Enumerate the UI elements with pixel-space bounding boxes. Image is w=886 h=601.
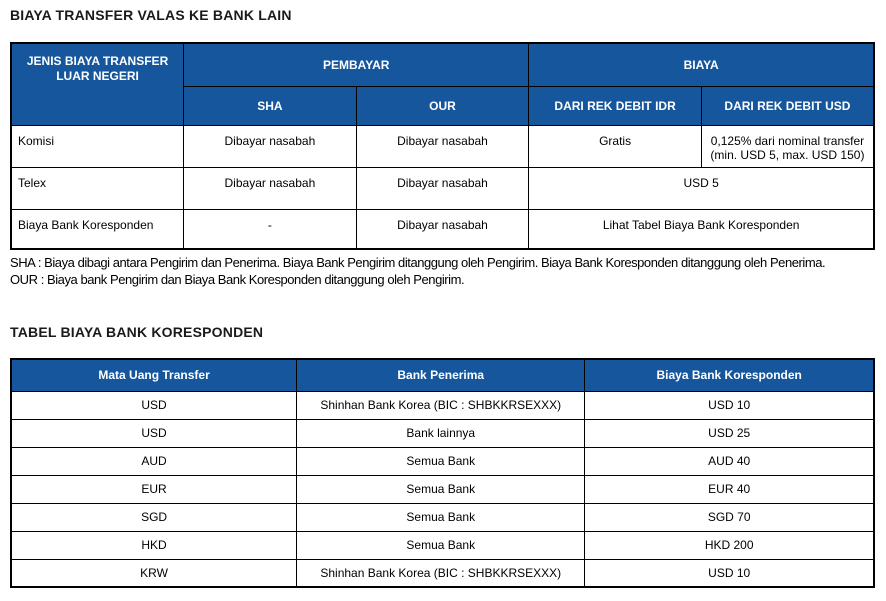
column-header-dari-rek-debit-idr: DARI REK DEBIT IDR [529, 86, 702, 125]
table-cell-sha: Dibayar nasabah [184, 167, 357, 209]
table-cell-usd: 0,125% dari nominal transfer (min. USD 5, max. USD 150) [701, 125, 874, 167]
column-header-mata-uang-transfer: Mata Uang Transfer [11, 359, 297, 391]
fees-table [10, 42, 875, 250]
column-group-header-pembayar: PEMBAYAR [184, 43, 529, 86]
table-cell-fee: USD 10 [585, 391, 874, 419]
section-title-transfer-fees: BIAYA TRANSFER VALAS KE BANK LAIN [10, 7, 292, 23]
table-row [11, 503, 874, 531]
table-cell-currency: EUR [11, 475, 297, 503]
table-cell-fee: EUR 40 [585, 475, 874, 503]
table-cell-sha: Dibayar nasabah [184, 125, 357, 167]
table-cell-fee-type: Biaya Bank Koresponden [11, 209, 184, 249]
table-cell-currency: USD [11, 419, 297, 447]
footnote-sha: SHA : Biaya dibagi antara Pengirim dan Penerima. Biaya Bank Pengirim ditanggung oleh Pengirim. Biaya Bank Koresponden ditanggung oleh Penerima. [10, 255, 826, 270]
table-cell-bank: Semua Bank [297, 503, 585, 531]
correspondent-header-row [11, 359, 874, 391]
table-row [11, 559, 874, 587]
table-cell-biaya-merged: Lihat Tabel Biaya Bank Koresponden [529, 209, 874, 249]
table-row [11, 209, 874, 249]
column-header-jenis-biaya: JENIS BIAYA TRANSFER LUAR NEGERI [11, 43, 184, 125]
table-row [11, 419, 874, 447]
table-cell-idr: Gratis [529, 125, 702, 167]
column-header-sha: SHA [184, 86, 357, 125]
table-cell-fee: SGD 70 [585, 503, 874, 531]
table-cell-currency: SGD [11, 503, 297, 531]
table-cell-our: Dibayar nasabah [356, 125, 529, 167]
table-row [11, 447, 874, 475]
table-cell-fee: AUD 40 [585, 447, 874, 475]
table-cell-sha: - [184, 209, 357, 249]
table-row [11, 125, 874, 167]
column-header-our: OUR [356, 86, 529, 125]
table-cell-fee: USD 10 [585, 559, 874, 587]
column-group-header-biaya: BIAYA [529, 43, 874, 86]
table-cell-bank: Bank lainnya [297, 419, 585, 447]
table-row [11, 531, 874, 559]
table-cell-bank: Shinhan Bank Korea (BIC : SHBKKRSEXXX) [297, 559, 585, 587]
table-cell-fee-type: Telex [11, 167, 184, 209]
footnote-our: OUR : Biaya bank Pengirim dan Biaya Bank Koresponden ditanggung oleh Pengirim. [10, 272, 465, 287]
table-row [11, 391, 874, 419]
table-cell-currency: HKD [11, 531, 297, 559]
table-cell-bank: Semua Bank [297, 447, 585, 475]
table-cell-fee-type: Komisi [11, 125, 184, 167]
table-cell-fee: HKD 200 [585, 531, 874, 559]
column-header-biaya-bank-koresponden: Biaya Bank Koresponden [585, 359, 874, 391]
table-cell-bank: Shinhan Bank Korea (BIC : SHBKKRSEXXX) [297, 391, 585, 419]
table-row [11, 475, 874, 503]
table-cell-bank: Semua Bank [297, 475, 585, 503]
table-cell-currency: USD [11, 391, 297, 419]
table-cell-fee: USD 25 [585, 419, 874, 447]
table-row [11, 167, 874, 209]
column-header-bank-penerima: Bank Penerima [297, 359, 585, 391]
correspondent-fees-table [10, 358, 875, 588]
column-header-dari-rek-debit-usd: DARI REK DEBIT USD [701, 86, 874, 125]
footnotes [10, 254, 886, 288]
table-cell-currency: KRW [11, 559, 297, 587]
table-cell-our: Dibayar nasabah [356, 167, 529, 209]
table-cell-bank: Semua Bank [297, 531, 585, 559]
fees-header-row-groups [11, 43, 874, 86]
section-title-correspondent-fees: TABEL BIAYA BANK KORESPONDEN [10, 324, 264, 340]
table-cell-currency: AUD [11, 447, 297, 475]
table-cell-our: Dibayar nasabah [356, 209, 529, 249]
table-cell-biaya-merged: USD 5 [529, 167, 874, 209]
